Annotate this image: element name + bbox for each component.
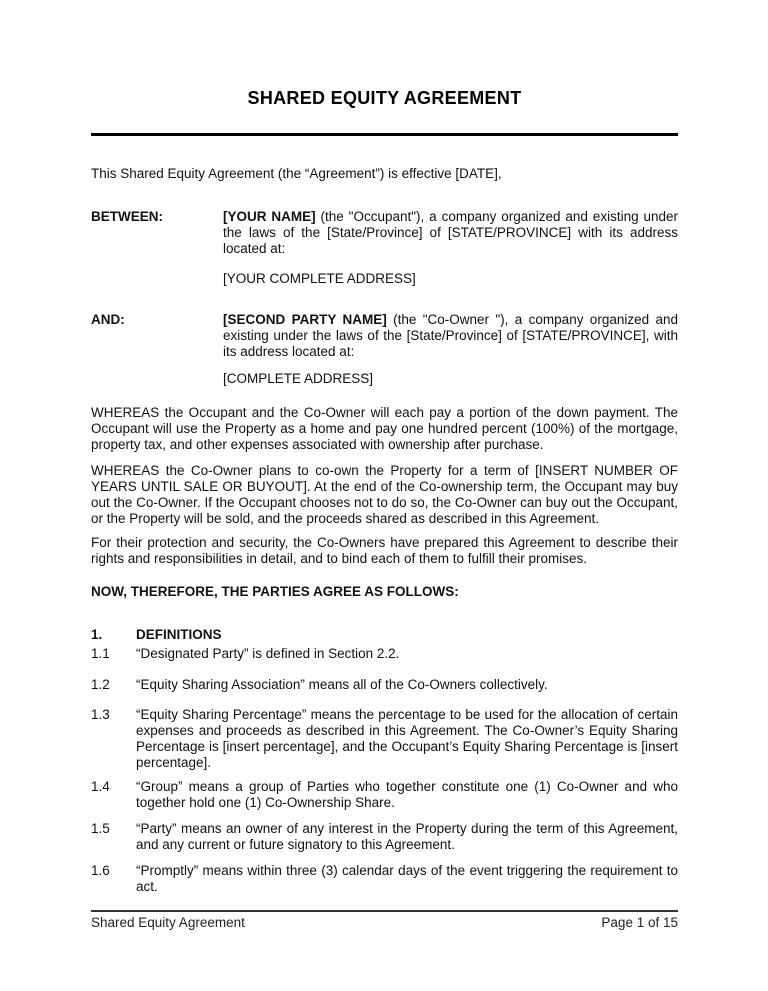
section-number: 1. (91, 627, 103, 642)
item-number: 1.6 (91, 863, 110, 878)
item-text: “Group” means a group of Parties who together constitute one (1) Co-Owner and who together hold one (1) Co-Ownership Share. (136, 779, 678, 810)
party-column (223, 312, 678, 387)
party-text-rest: (the "Occupant"), a company organized and existing under the laws of the [State/Province] of [STATE/PROVINCE] with its address located at: (223, 209, 678, 256)
party-column (223, 209, 678, 287)
now-therefore-heading: NOW, THEREFORE, THE PARTIES AGREE AS FOLLOWS: (91, 584, 459, 599)
party-text (223, 312, 678, 360)
party-name-placeholder: [SECOND PARTY NAME] (223, 312, 387, 327)
party-text (223, 209, 678, 257)
item-text: “Equity Sharing Association” means all of the Co-Owners collectively. (136, 677, 548, 692)
whereas-paragraph-2: WHEREAS the Co-Owner plans to co-own the Property for a term of [INSERT NUMBER OF YEARS UNTIL SALE OR BUYOUT]. At the end of the Co-ownership term, the Occupant may buy out the Co-Owner. If the Occupant chooses not to do so, the Co-Owner can buy out the Occupant, or the Property will be sold, and the proceeds shared as described in this Agreement. (91, 463, 678, 526)
page-footer (91, 910, 678, 931)
party-text-rest: (the "Co-Owner "), a company organized and existing under the laws of the [State/Province] of [STATE/PROVINCE], with its address located at: (223, 312, 678, 359)
item-number: 1.3 (91, 707, 110, 722)
item-number: 1.5 (91, 821, 110, 836)
item-number: 1.4 (91, 779, 110, 794)
party-label: AND: (91, 312, 125, 327)
item-number: 1.2 (91, 677, 110, 692)
party-address-placeholder: [COMPLETE ADDRESS] (223, 371, 374, 386)
item-number: 1.1 (91, 646, 110, 661)
title-divider (91, 133, 678, 136)
party-label: BETWEEN: (91, 209, 163, 224)
definition-item (91, 863, 678, 895)
item-text: “Designated Party” is defined in Section 2.2. (136, 646, 400, 661)
definition-item (91, 707, 678, 771)
definition-item (91, 821, 678, 853)
party-row-between (91, 209, 678, 287)
definition-item (91, 779, 678, 811)
party-row-and (91, 312, 678, 387)
item-text: “Equity Sharing Percentage” means the percentage to be used for the allocation of certain expenses and proceeds as described in this Agreement. The Co-Owner’s Equity Sharing Percentage is [insert percentage], and the Occupant’s Equity Sharing Percentage is [insert percentage]. (136, 707, 678, 770)
whereas-paragraph-1: WHEREAS the Occupant and the Co-Owner will each pay a portion of the down payment. The Occupant will use the Property as a home and pay one hundred percent (100%) of the mortgage, property tax, and other expenses associated with ownership after purchase. (91, 405, 678, 452)
party-address-placeholder: [YOUR COMPLETE ADDRESS] (223, 271, 416, 286)
item-text: “Party” means an owner of any interest in the Property during the term of this Agreement, and any current or future signatory to this Agreement. (136, 821, 678, 852)
footer-document-title: Shared Equity Agreement (91, 915, 245, 930)
definitions-heading-row (91, 627, 678, 643)
section-heading: DEFINITIONS (136, 627, 222, 642)
party-name-placeholder: [YOUR NAME] (223, 209, 316, 224)
definition-item (91, 677, 678, 693)
item-text: “Promptly” means within three (3) calendar days of the event triggering the requirement to act. (136, 863, 678, 894)
protection-paragraph: For their protection and security, the Co-Owners have prepared this Agreement to describe their rights and responsibilities in detail, and to bind each of them to fulfill their promises. (91, 535, 678, 566)
intro-paragraph: This Shared Equity Agreement (the “Agreement”) is effective [DATE], (91, 166, 502, 181)
footer-page-number: Page 1 of 15 (601, 915, 678, 930)
definition-item (91, 646, 678, 662)
page-title: SHARED EQUITY AGREEMENT (247, 88, 522, 108)
